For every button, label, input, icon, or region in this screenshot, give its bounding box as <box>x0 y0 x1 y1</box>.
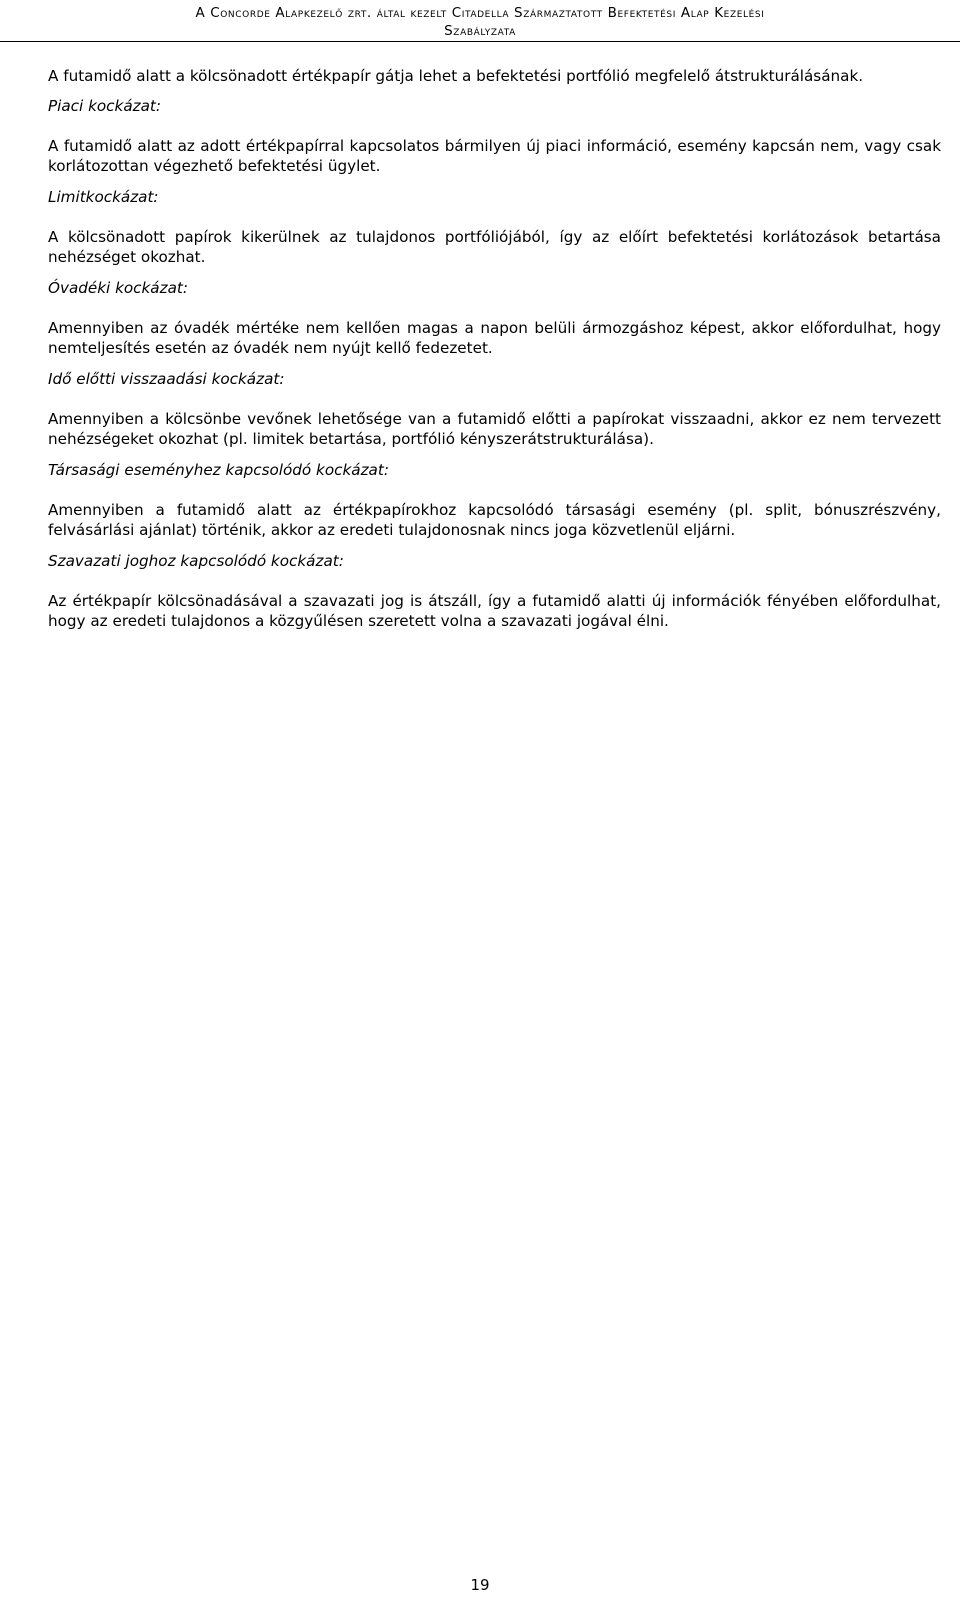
section-heading-voting-right-risk: Szavazati joghoz kapcsolódó kockázat: <box>48 552 344 570</box>
section-heading-early-return-risk: Idő előtti visszaadási kockázat: <box>48 370 285 388</box>
header-divider <box>0 41 960 42</box>
section-heading-market-risk: Piaci kockázat: <box>48 97 161 115</box>
document-body <box>48 66 941 642</box>
section-heading-collateral-risk: Óvadéki kockázat: <box>48 279 188 297</box>
section-heading-limit-risk: Limitkockázat: <box>48 188 159 206</box>
section-body-collateral-risk: Amennyiben az óvadék mértéke nem kellően magas a napon belüli ármozgáshoz képest, akkor előfordulhat, hogy nemteljesítés esetén az óvadék nem nyújt kellő fedezetet. <box>48 319 941 357</box>
section-body-market-risk: A futamidő alatt az adott értékpapírral kapcsolatos bármilyen új piaci információ, esemény kapcsán nem, vagy csak korlátozottan végezhető befektetési ügylet. <box>48 137 941 175</box>
section-heading-corporate-event-risk: Társasági eseményhez kapcsolódó kockázat: <box>48 461 389 479</box>
section-body-early-return-risk: Amennyiben a kölcsönbe vevőnek lehetősége van a futamidő előtti a papírokat visszaadni, akkor ez nem tervezett nehézségeket okozhat (pl. limitek betartása, portfólió kényszerátstrukturálása). <box>48 410 941 448</box>
header-title-line-2: Szabályzata <box>444 23 516 39</box>
section-body-voting-right-risk: Az értékpapír kölcsönadásával a szavazati jog is átszáll, így a futamidő alatti új információk fényében előfordulhat, hogy az eredeti tulajdonos a közgyűlésen szeretett volna a szavazati jogával élni. <box>48 592 941 630</box>
running-header <box>0 4 960 40</box>
page-number: 19 <box>470 1576 490 1594</box>
section-body-corporate-event-risk: Amennyiben a futamidő alatt az értékpapírokhoz kapcsolódó társasági esemény (pl. split, bónuszrészvény, felvásárlási ajánlat) történik, akkor az eredeti tulajdonosnak nincs joga közvetlenül eljárni. <box>48 501 941 539</box>
intro-paragraph: A futamidő alatt a kölcsönadott értékpapír gátja lehet a befektetési portfólió megfelelő átstrukturálásának. <box>48 67 864 85</box>
section-body-limit-risk: A kölcsönadott papírok kikerülnek az tulajdonos portfóliójából, így az előírt befektetési korlátozások betartása nehézséget okozhat. <box>48 228 941 266</box>
header-title-line-1: A Concorde Alapkezelő zrt. által kezelt Citadella Származtatott Befektetési Alap Kezelési <box>195 5 765 21</box>
